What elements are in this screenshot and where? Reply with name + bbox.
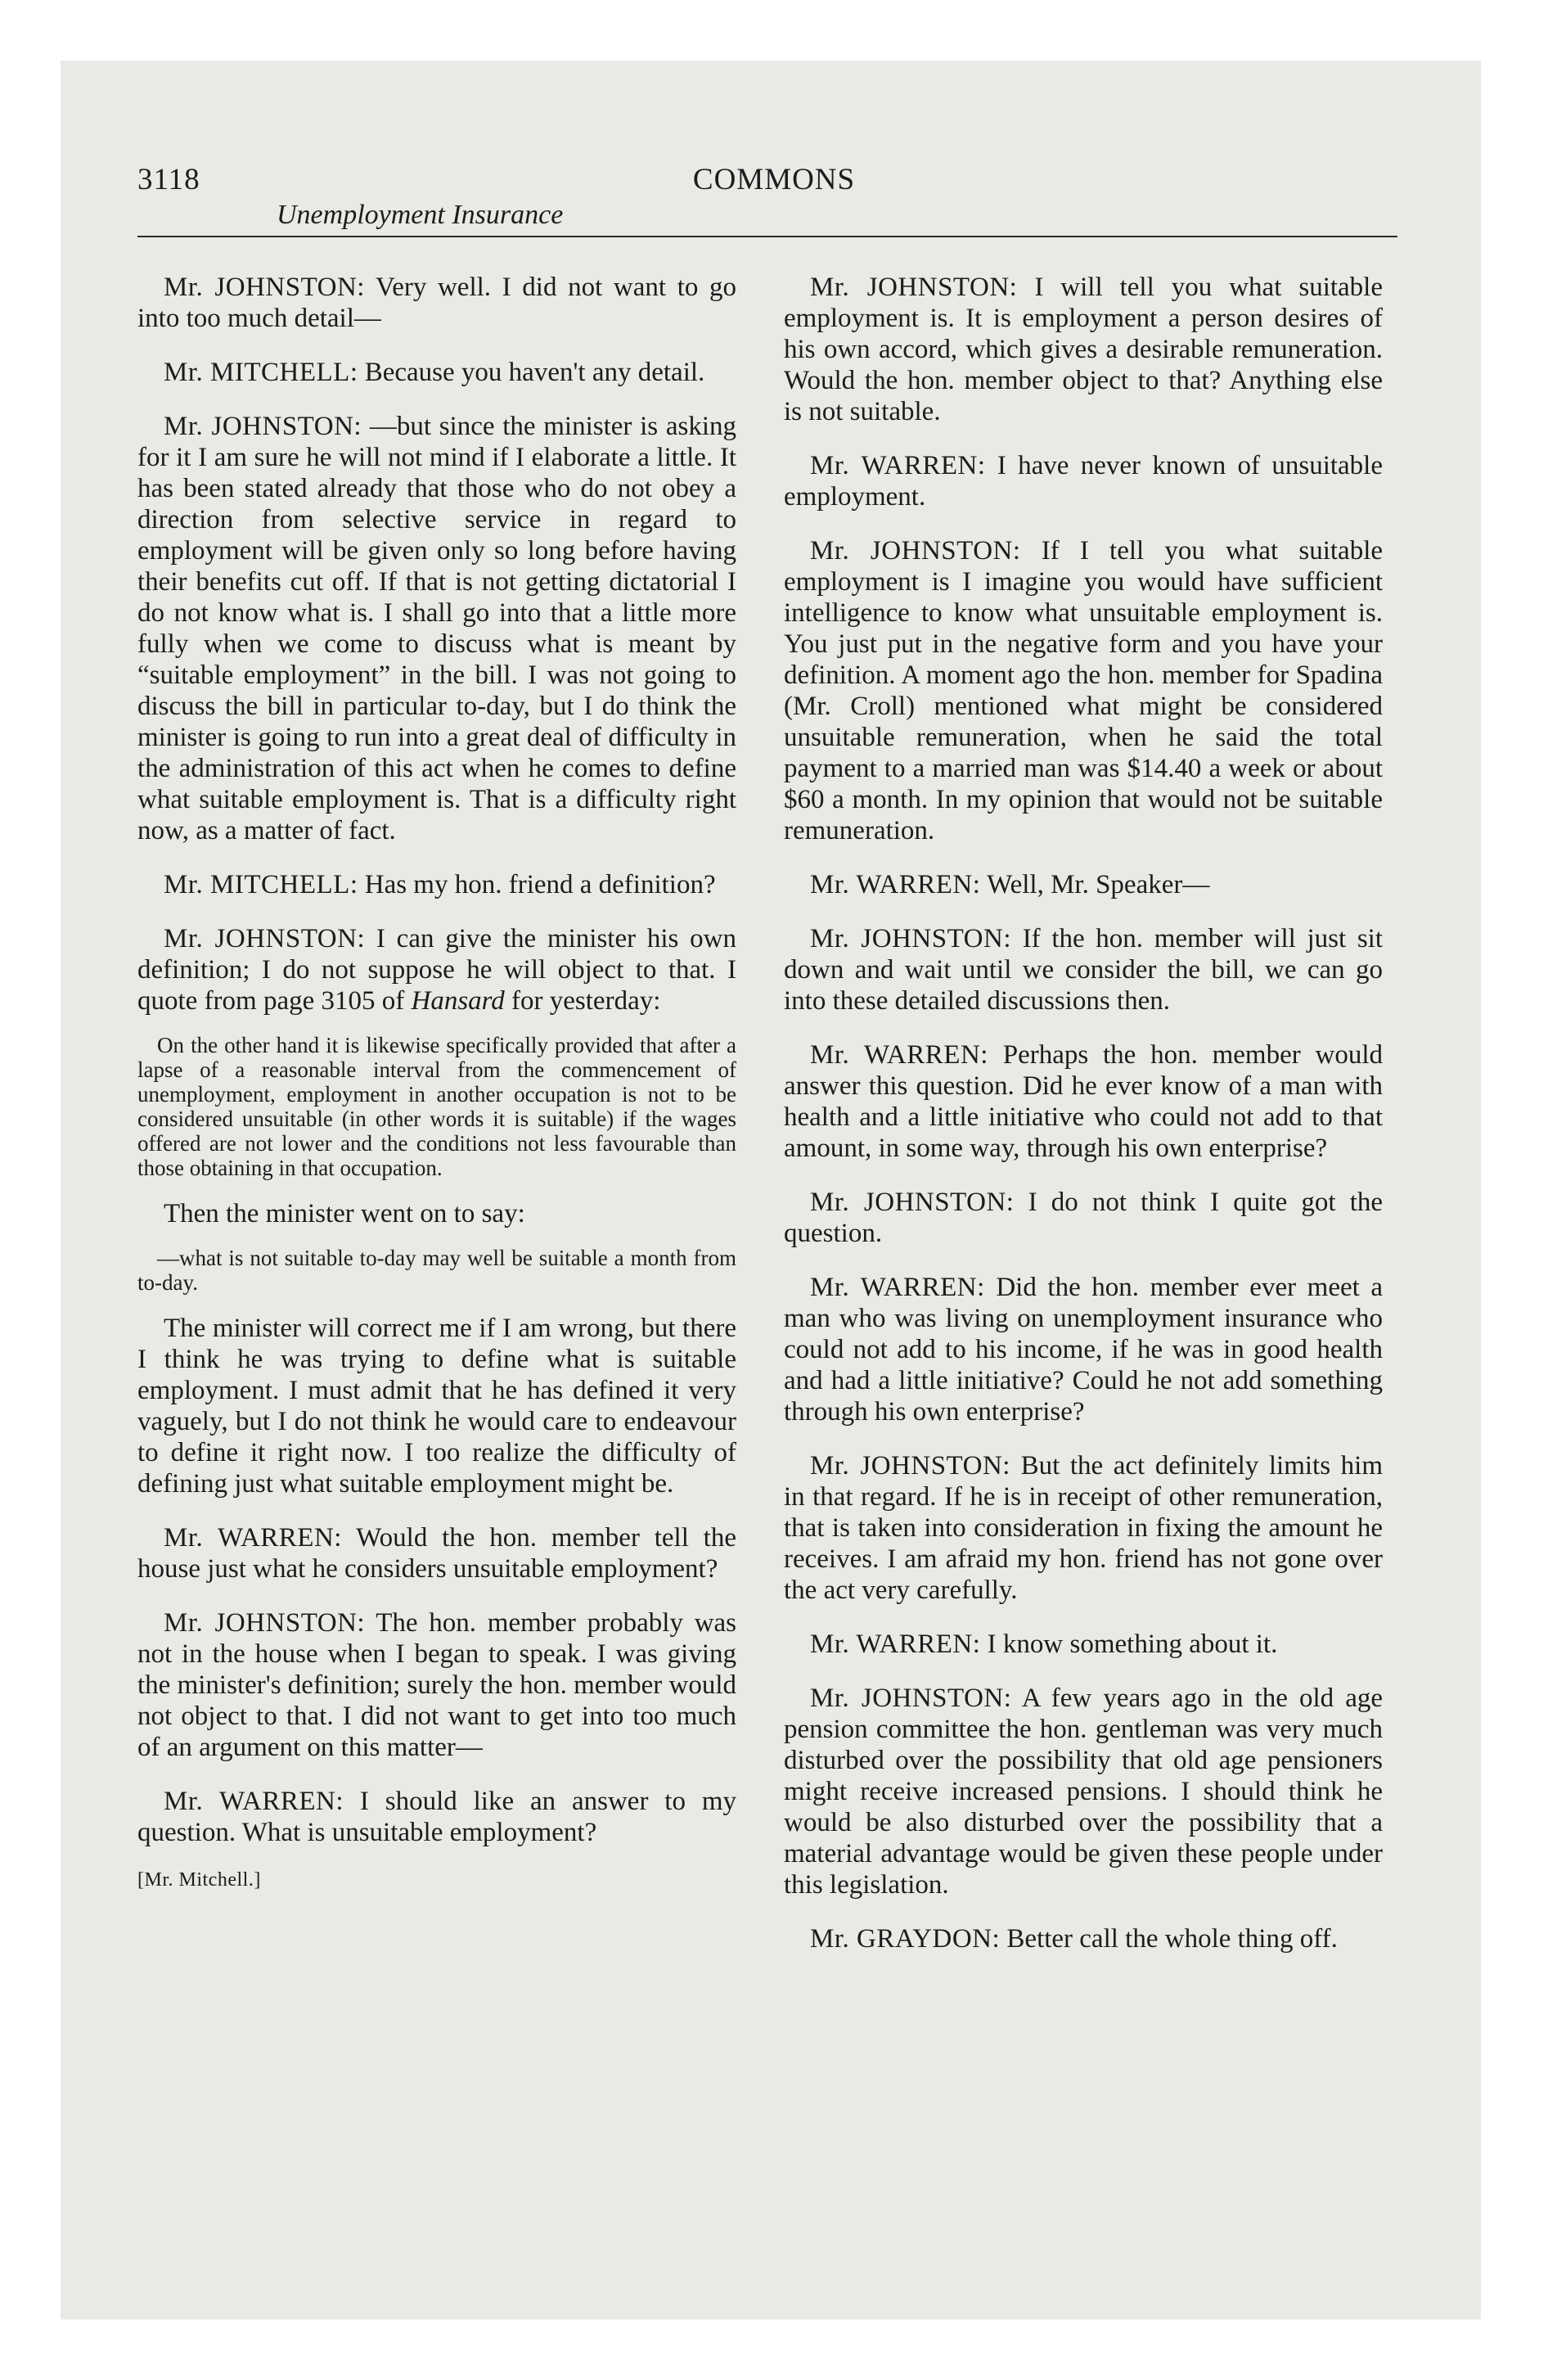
speech-text: for yesterday: xyxy=(511,986,661,1016)
speech-text: Did the hon. member ever meet a man who was living on unemployment insurance who could not add to his income, if he was in good health and had a little initiative? Could he not add something through his own enterprise? xyxy=(784,1273,1384,1427)
header-rule xyxy=(137,236,1397,237)
paragraph xyxy=(137,869,736,900)
speech-text: Because you haven't any detail. xyxy=(364,358,705,387)
speaker-name: Mr. JOHNSTON: xyxy=(810,536,1021,566)
paragraph xyxy=(137,1313,736,1499)
speaker-name: Mr. JOHNSTON: xyxy=(810,1188,1015,1217)
block-quote: On the other hand it is likewise specifically provided that after a lapse of a reasonable interval from the commencement of unemployment, employment in another occupation is not to be considered unsuitable (in other words it is suitable) if the wages offered are not lower and the conditions not less favourable than those obtaining in that occupation. xyxy=(137,1033,736,1180)
speaker-name: Mr. GRAYDON: xyxy=(810,1924,1001,1954)
paragraph xyxy=(784,1450,1383,1606)
speaker-name: Mr. JOHNSTON: xyxy=(810,1451,1010,1481)
speech-text: I do not think I quite got the question. xyxy=(784,1188,1384,1248)
page-number: 3118 xyxy=(137,163,200,196)
speaker-name: Mr. MITCHELL: xyxy=(164,358,358,387)
hansard-reference: Hansard xyxy=(411,986,505,1016)
speech-text: Perhaps the hon. member would answer this question. Did he ever know of a man with health and a little initiative who could not add to that amount, in some way, through his own enterprise? xyxy=(784,1040,1384,1163)
paragraph xyxy=(784,1683,1383,1900)
speech-text: —but since the minister is asking for it I am sure he will not mind if I elaborate a little. It has been stated already that those who do not obey a direction from selective service in regard to employment will be given only so long before having their benefits cut off. If that is not getting dictatorial I do not know what is. I shall go into that a little more fully when we come to discuss what is meant by “suitable employment” in the bill. I was not going to discuss the bill in particular to-day, but I do think the minister is going to run into a great deal of difficulty in the administration of this act when he comes to define what suitable employment is. That is a difficulty right now, as a matter of fact. xyxy=(137,412,737,845)
paragraph xyxy=(137,357,736,388)
speaker-name: Mr. WARREN: xyxy=(810,1040,988,1070)
paragraph xyxy=(137,1786,736,1848)
speech-text: The hon. member probably was not in the house when I began to speak. I was giving the minister's definition; surely the hon. member would not object to that. I did not want to get into too much of an argument on this matter— xyxy=(137,1608,737,1762)
speech-text: The minister will correct me if I am wrong, but there I think he was trying to define what is suitable employment. I must admit that he has defined it very vaguely, but I do not think he would care to endeavour to define it right now. I too realize the difficulty of defining just what suitable employment might be. xyxy=(137,1314,736,1499)
paragraph xyxy=(137,272,736,334)
speaker-name: Mr. WARREN: xyxy=(810,1273,985,1302)
paragraph xyxy=(137,411,736,846)
speaker-name: Mr. JOHNSTON: xyxy=(164,412,362,441)
paragraph xyxy=(784,1039,1383,1164)
speech-text: I can give the minister his own definition; I do not suppose he will object to that. I quote from page 3105 of xyxy=(137,924,736,1016)
paragraph xyxy=(784,1923,1383,1954)
running-head: COMMONS xyxy=(692,163,856,196)
left-column xyxy=(137,272,736,1895)
speech-text: I should like an answer to my question. What is unsuitable employment? xyxy=(137,1787,736,1847)
right-column xyxy=(784,272,1383,1977)
speaker-name: Mr. JOHNSTON: xyxy=(810,273,1018,302)
speaker-name: Mr. JOHNSTON: xyxy=(164,1608,366,1638)
speech-text: Well, Mr. Speaker— xyxy=(987,870,1210,899)
paragraph xyxy=(784,1272,1383,1427)
speech-text: But the act definitely limits him in that regard. If he is in receipt of other remuneration, that is taken into consideration in fixing the amount he receives. I am afraid my hon. friend has not gone over the act very carefully. xyxy=(784,1451,1384,1605)
speaker-name: Mr. JOHNSTON: xyxy=(164,273,365,302)
paragraph xyxy=(784,869,1383,900)
paragraph xyxy=(784,923,1383,1016)
speaker-name: Mr. WARREN: xyxy=(810,870,981,899)
footer-reference: [Mr. Mitchell.] xyxy=(137,1869,261,1891)
paragraph xyxy=(784,535,1383,846)
speaker-name: Mr. MITCHELL: xyxy=(164,870,358,899)
speaker-name: Mr. WARREN: xyxy=(810,1629,981,1659)
speech-text: Better call the whole thing off. xyxy=(1006,1924,1338,1954)
speaker-name: Mr. WARREN: xyxy=(164,1787,344,1816)
speech-text: I have never known of unsuitable employment. xyxy=(784,451,1383,512)
speech-text: If the hon. member will just sit down and wait until we consider the bill, we can go into these detailed discussions then. xyxy=(784,924,1384,1016)
paragraph xyxy=(784,450,1383,512)
speaker-name: Mr. JOHNSTON: xyxy=(164,924,366,953)
paragraph xyxy=(137,1607,736,1763)
speech-text: I know something about it. xyxy=(987,1629,1278,1659)
paragraph xyxy=(137,1522,736,1584)
speaker-name: Mr. JOHNSTON: xyxy=(810,924,1012,953)
paragraph xyxy=(784,272,1383,427)
speech-text: Would the hon. member tell the house just what he considers unsuitable employment? xyxy=(137,1523,736,1584)
transition-text: Then the minister went on to say: xyxy=(164,1199,525,1228)
speaker-name: Mr. WARREN: xyxy=(164,1523,342,1553)
speech-text: I will tell you what suitable employment is. It is employment a person desires of his own accord, which gives a desirable remuneration. Would the hon. member object to that? Anything else is not suitable. xyxy=(784,273,1383,426)
paragraph xyxy=(137,923,736,1016)
speech-text: A few years ago in the old age pension committee the hon. gentleman was very much disturbed over the possibility that old age pensioners might receive increased pensions. I should think he would be also disturbed over the possibility that a material advantage would be given these people under this legislation. xyxy=(784,1684,1383,1900)
paragraph xyxy=(784,1187,1383,1249)
speech-text: If I tell you what suitable employment is I imagine you would have sufficient intelligence to know what unsuitable employment is. You just put in the negative form and you have your definition. A moment ago the hon. member for Spadina (Mr. Croll) mentioned what might be considered unsuitable remuneration, when he said the total payment to a married man was $14.40 a week or about $60 a month. In my opinion that would not be suitable remuneration. xyxy=(784,536,1384,845)
speaker-name: Mr. WARREN: xyxy=(810,451,986,480)
speaker-name: Mr. JOHNSTON: xyxy=(810,1684,1012,1713)
paragraph xyxy=(784,1629,1383,1660)
speech-text: Very well. I did not want to go into too much detail— xyxy=(137,273,736,333)
block-quote: —what is not suitable to-day may well be suitable a month from to-day. xyxy=(137,1246,736,1295)
section-title: Unemployment Insurance xyxy=(277,200,564,230)
speech-text: Has my hon. friend a definition? xyxy=(364,870,716,899)
